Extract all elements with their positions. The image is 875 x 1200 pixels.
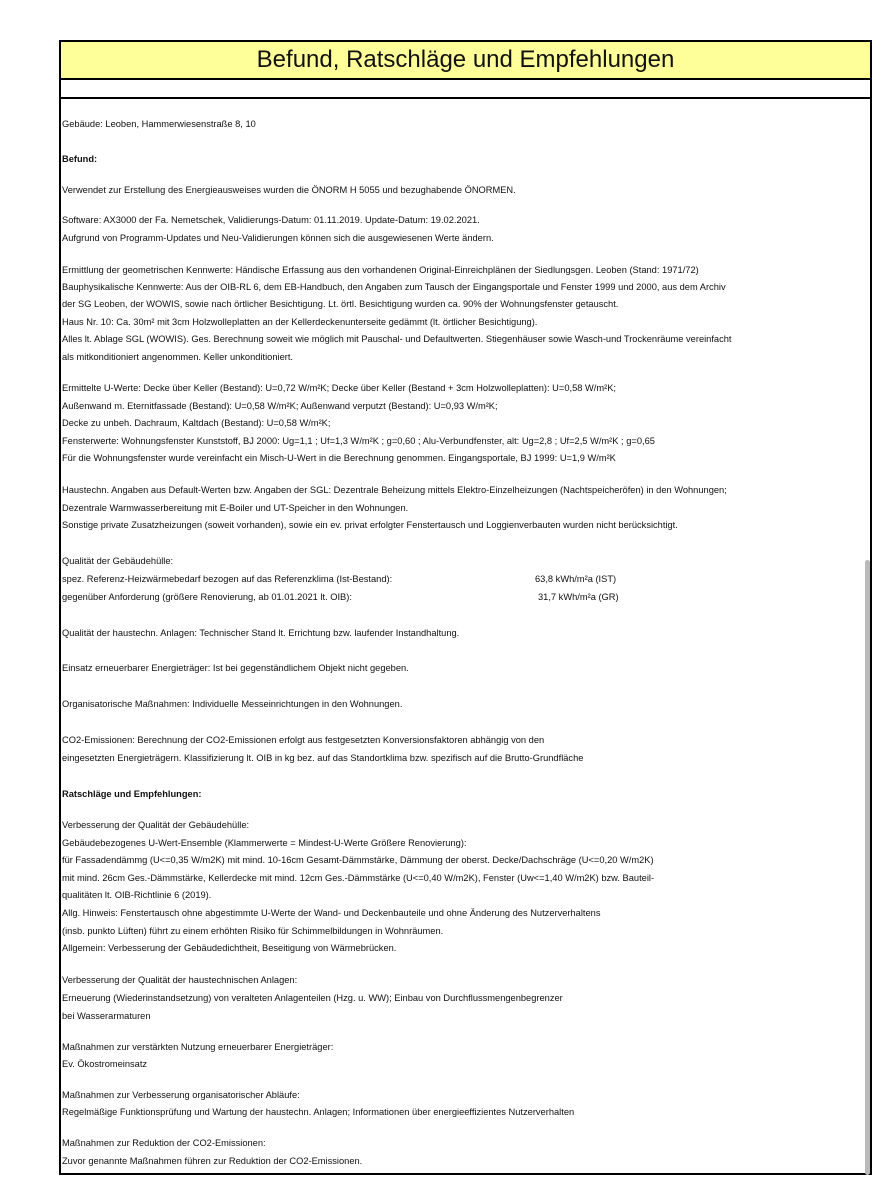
recommendation-line: Zuvor genannte Maßnahmen führen zur Reduktion der CO2-Emissionen.	[62, 1156, 363, 1166]
u-values-line: Ermittelte U-Werte: Decke über Keller (Bestand): U=0,72 W/m²K; Decke über Keller (Bestand + 3cm Holzwolleplatten): U=0,58 W/m²K;	[62, 383, 616, 393]
recommendation-line: qualitäten lt. OIB-Richtlinie 6 (2019).	[62, 890, 212, 900]
ratschlaege-heading: Ratschläge und Empfehlungen:	[62, 789, 202, 799]
befund-line: Aufgrund von Programm-Updates und Neu-Validierungen können sich die ausgewiesenen Werte ändern.	[62, 233, 494, 243]
recommendation-line: Allgemein: Verbesserung der Gebäudedichtheit, Beseitigung von Wärmebrücken.	[62, 943, 397, 953]
befund-line: Alles lt. Ablage SGL (WOWIS). Ges. Berechnung soweit wie möglich mit Pauschal- und Defaultwerten. Stiegenhäuser sowie Wasch-und Trockenräume vereinfacht	[62, 334, 732, 344]
befund-line: Ermittlung der geometrischen Kennwerte: Händische Erfassung aus den vorhandenen Original-Einreichplänen der Siedlungsgen. Leoben (Stand: 1971/72)	[62, 265, 699, 275]
window-values-line: Fensterwerte: Wohnungsfenster Kunststoff, BJ 2000: Ug=1,1 ; Uf=1,3 W/m²K ; g=0,60 ; Alu-Verbundfenster, alt: Ug=2,8 ; Uf=2,5 W/m²K ; g=0,65	[62, 436, 655, 446]
recommendation-line: Erneuerung (Wiederinstandsetzung) von veralteten Anlagenteilen (Hzg. u. WW); Einbau von Durchflussmengenbegrenzer	[62, 993, 563, 1003]
renewables-line: Einsatz erneuerbarer Energieträger: Ist bei gegenständlichem Objekt nicht gegeben.	[62, 663, 409, 673]
blank-row	[61, 78, 870, 99]
recommendation-line: Allg. Hinweis: Fenstertausch ohne abgestimmte U-Werte der Wand- und Deckenbauteile und ohne Änderung des Nutzerverhaltens	[62, 908, 601, 918]
haustechnik-line: Dezentrale Warmwasserbereitung mit E-Boiler und UT-Speicher in den Wohnungen.	[62, 503, 409, 513]
befund-heading: Befund:	[62, 154, 98, 164]
u-values-line: Außenwand m. Eternitfassade (Bestand): U=0,58 W/m²K; Außenwand verputzt (Bestand): U=0,93 W/m²K;	[62, 401, 498, 411]
report-sheet	[59, 40, 872, 1175]
recommendation-line: bei Wasserarmaturen	[62, 1011, 151, 1021]
recommendation-line: Verbesserung der Qualität der haustechnischen Anlagen:	[62, 975, 298, 985]
scrollbar[interactable]	[865, 560, 870, 1175]
befund-line: der SG Leoben, der WOWIS, sowie nach örtlicher Besichtigung. Lt. örtl. Besichtigung wurden ca. 90% der Wohnungsfenster getauscht.	[62, 299, 619, 309]
organisation-line: Organisatorische Maßnahmen: Individuelle Messeinrichtungen in den Wohnungen.	[62, 699, 403, 709]
befund-line: Haus Nr. 10: Ca. 30m² mit 3cm Holzwolleplatten an der Kellerdeckenunterseite gedämmt (lt. örtlicher Besichtigung).	[62, 317, 538, 327]
recommendation-line: Ev. Ökostromeinsatz	[62, 1059, 148, 1069]
hwb-ist-value: 63,8 kWh/m²a (IST)	[535, 574, 617, 584]
co2-line: eingesetzten Energieträgern. Klassifizierung lt. OIB in kg bez. auf das Standortklima bzw. spezifisch auf die Brutto-Grundfläche	[62, 753, 584, 763]
recommendation-line: für Fassadendämmg (U<=0,35 W/m2K) mit mind. 10-16cm Gesamt-Dämmstärke, Dämmung der oberst. Decke/Dachschräge (U<=0,20 W/m2K)	[62, 855, 654, 865]
recommendation-line: Verbesserung der Qualität der Gebäudehülle:	[62, 820, 250, 830]
title-bar	[61, 42, 870, 80]
haustechnik-quality-line: Qualität der haustechn. Anlagen: Technischer Stand lt. Errichtung bzw. laufender Instandhaltung.	[62, 628, 460, 638]
page-title: Befund, Ratschläge und Empfehlungen	[256, 46, 675, 73]
hwb-gr-label: gegenüber Anforderung (größere Renovierung, ab 01.01.2021 lt. OIB):	[62, 592, 352, 602]
befund-line: Bauphysikalische Kennwerte: Aus der OIB-RL 6, dem EB-Handbuch, den Angaben zum Tausch der Eingangsportale und Fenster 1999 und 2000, aus dem Archiv	[62, 282, 726, 292]
recommendation-line: Maßnahmen zur verstärkten Nutzung erneuerbarer Energieträger:	[62, 1042, 334, 1052]
co2-line: CO2-Emissionen: Berechnung der CO2-Emissionen erfolgt aus festgesetzten Konversionsfaktoren abhängig von den	[62, 735, 545, 745]
u-values-line: Decke zu unbeh. Dachraum, Kaltdach (Bestand): U=0,58 W/m²K;	[62, 418, 331, 428]
recommendation-line: Maßnahmen zur Reduktion der CO2-Emissionen:	[62, 1138, 266, 1148]
hwb-ist-label: spez. Referenz-Heizwärmebedarf bezogen auf das Referenzklima (Ist-Bestand):	[62, 574, 393, 584]
quality-heading: Qualität der Gebäudehülle:	[62, 556, 174, 566]
recommendation-line: (insb. punkto Lüften) führt zu einem erhöhten Risiko für Schimmelbildungen in Wohnräumen.	[62, 926, 444, 936]
haustechnik-line: Sonstige private Zusatzheizungen (soweit vorhanden), sowie ein ev. privat erfolgter Fenstertausch und Loggienverbauten wurden nicht berücksichtigt.	[62, 520, 678, 530]
window-values-line: Für die Wohnungsfenster wurde vereinfacht ein Misch-U-Wert in die Berechnung genommen. Eingangsportale, BJ 1999: U=1,9 W/m²K	[62, 453, 616, 463]
haustechnik-line: Haustechn. Angaben aus Default-Werten bzw. Angaben der SGL: Dezentrale Beheizung mittels Elektro-Einzelheizungen (Nachtspeicheröfen) in den Wohnungen;	[62, 485, 727, 495]
building-line: Gebäude: Leoben, Hammerwiesenstraße 8, 10	[62, 119, 256, 129]
befund-line: Software: AX3000 der Fa. Nemetschek, Validierungs-Datum: 01.11.2019. Update-Datum: 19.02.2021.	[62, 215, 480, 225]
recommendation-line: mit mind. 26cm Ges.-Dämmstärke, Kellerdecke mit mind. 12cm Ges.-Dämmstärke (U<=0,40 W/m2K), Fenster (Uw<=1,40 W/m2K) bzw. Bauteil-	[62, 873, 655, 883]
recommendation-line: Gebäudebezogenes U-Wert-Ensemble (Klammerwerte = Mindest-U-Werte Größere Renovierung):	[62, 838, 467, 848]
hwb-gr-value: 31,7 kWh/m²a (GR)	[538, 592, 619, 602]
befund-line: Verwendet zur Erstellung des Energieausweises wurden die ÖNORM H 5055 und bezughabende ÖNORMEN.	[62, 185, 516, 195]
recommendation-line: Maßnahmen zur Verbesserung organisatorischer Abläufe:	[62, 1090, 300, 1100]
befund-line: als mitkonditioniert angenommen. Keller unkonditioniert.	[62, 352, 293, 362]
recommendation-line: Regelmäßige Funktionsprüfung und Wartung der haustechn. Anlagen; Informationen über energieeffizientes Nutzerverhalten	[62, 1107, 575, 1117]
